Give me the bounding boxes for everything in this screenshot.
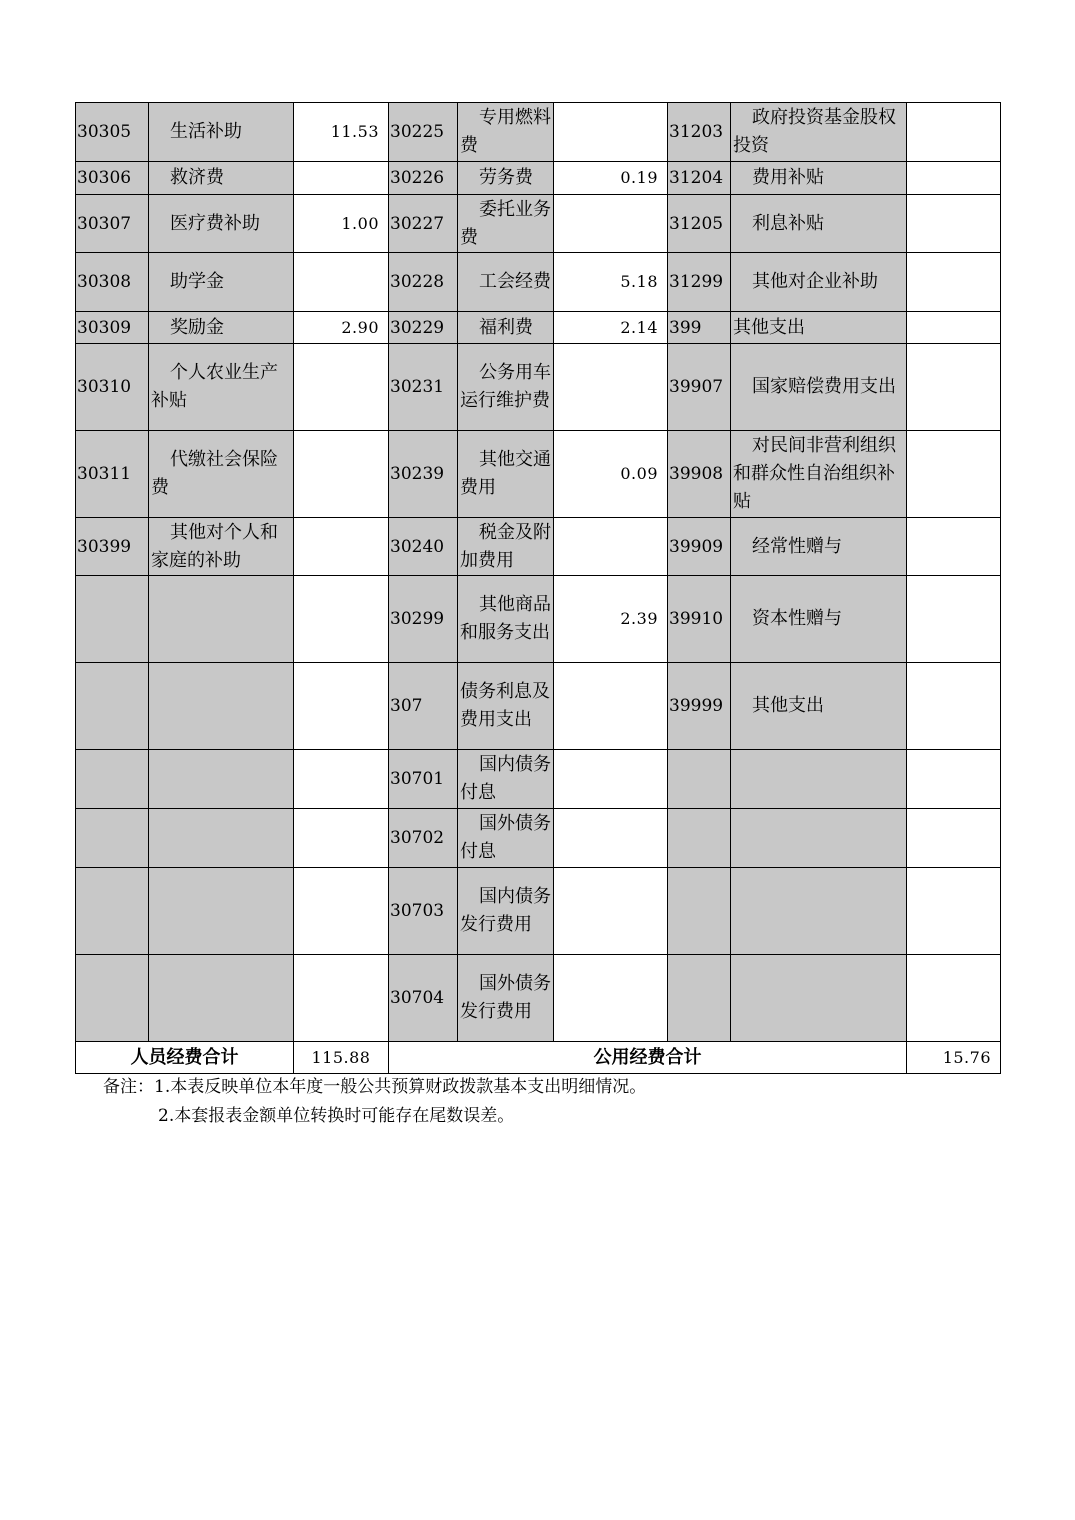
amount-cell [294, 253, 389, 312]
amount-cell [294, 344, 389, 431]
code-cell: 31203 [668, 103, 731, 162]
code-cell: 30308 [76, 253, 149, 312]
totals-row [76, 1042, 1001, 1074]
code-cell: 30305 [76, 103, 149, 162]
table-row [76, 663, 1001, 750]
name-cell: 福利费 [458, 312, 554, 344]
table-row [76, 955, 1001, 1042]
code-cell: 31205 [668, 195, 731, 253]
amount-cell: 0.09 [554, 431, 668, 518]
code-cell [76, 576, 149, 663]
code-cell [76, 955, 149, 1042]
amount-cell [294, 576, 389, 663]
table-row [76, 576, 1001, 663]
name-cell: 助学金 [149, 253, 294, 312]
amount-cell [554, 103, 668, 162]
name-cell: 资本性赠与 [731, 576, 907, 663]
name-cell: 国内债务发行费用 [458, 868, 554, 955]
amount-cell: 11.53 [294, 103, 389, 162]
code-cell: 31204 [668, 162, 731, 195]
name-cell: 对民间非营利组织和群众性自治组织补贴 [731, 431, 907, 518]
amount-cell [907, 663, 1001, 750]
table-row [76, 518, 1001, 576]
code-cell: 30307 [76, 195, 149, 253]
amount-cell [294, 868, 389, 955]
table-row [76, 809, 1001, 868]
amount-cell: 2.14 [554, 312, 668, 344]
code-cell [668, 868, 731, 955]
amount-cell: 5.18 [554, 253, 668, 312]
code-cell: 30227 [389, 195, 458, 253]
name-cell [731, 750, 907, 809]
name-cell: 专用燃料费 [458, 103, 554, 162]
code-cell [76, 663, 149, 750]
name-cell: 国家赔偿费用支出 [731, 344, 907, 431]
personnel-total-label: 人员经费合计 [76, 1042, 294, 1074]
note-line-2: 2.本套报表金额单位转换时可能存在尾数误差。 [158, 1106, 515, 1126]
name-cell: 委托业务费 [458, 195, 554, 253]
name-cell: 其他对企业补助 [731, 253, 907, 312]
amount-cell [294, 809, 389, 868]
amount-cell: 0.19 [554, 162, 668, 195]
code-cell: 39909 [668, 518, 731, 576]
amount-cell [907, 955, 1001, 1042]
table-row [76, 103, 1001, 162]
amount-cell [907, 576, 1001, 663]
public-total-label: 公用经费合计 [389, 1042, 907, 1074]
name-cell: 救济费 [149, 162, 294, 195]
amount-cell [907, 518, 1001, 576]
amount-cell [907, 253, 1001, 312]
table-row [76, 750, 1001, 809]
code-cell: 30299 [389, 576, 458, 663]
amount-cell [554, 868, 668, 955]
name-cell: 利息补贴 [731, 195, 907, 253]
amount-cell [554, 955, 668, 1042]
name-cell: 公务用车运行维护费 [458, 344, 554, 431]
code-cell: 31299 [668, 253, 731, 312]
code-cell: 30309 [76, 312, 149, 344]
table-row [76, 162, 1001, 195]
code-cell: 30228 [389, 253, 458, 312]
code-cell: 30311 [76, 431, 149, 518]
name-cell: 经常性赠与 [731, 518, 907, 576]
table-row [76, 312, 1001, 344]
amount-cell [554, 195, 668, 253]
name-cell: 生活补助 [149, 103, 294, 162]
name-cell [149, 576, 294, 663]
code-cell [668, 955, 731, 1042]
name-cell: 奖励金 [149, 312, 294, 344]
code-cell: 30399 [76, 518, 149, 576]
table-row [76, 868, 1001, 955]
name-cell [731, 955, 907, 1042]
amount-cell: 2.90 [294, 312, 389, 344]
code-cell: 30231 [389, 344, 458, 431]
amount-cell [907, 809, 1001, 868]
name-cell: 代缴社会保险费 [149, 431, 294, 518]
name-cell: 其他商品和服务支出 [458, 576, 554, 663]
amount-cell [907, 750, 1001, 809]
name-cell: 工会经费 [458, 253, 554, 312]
code-cell [668, 809, 731, 868]
code-cell: 30701 [389, 750, 458, 809]
amount-cell [907, 195, 1001, 253]
name-cell [149, 750, 294, 809]
code-cell: 39999 [668, 663, 731, 750]
name-cell: 个人农业生产补贴 [149, 344, 294, 431]
amount-cell [907, 344, 1001, 431]
code-cell: 39910 [668, 576, 731, 663]
code-cell: 307 [389, 663, 458, 750]
amount-cell [907, 312, 1001, 344]
name-cell: 其他支出 [731, 312, 907, 344]
amount-cell [907, 868, 1001, 955]
name-cell: 医疗费补助 [149, 195, 294, 253]
name-cell [149, 868, 294, 955]
code-cell [76, 868, 149, 955]
amount-cell [554, 344, 668, 431]
name-cell: 劳务费 [458, 162, 554, 195]
code-cell [76, 809, 149, 868]
code-cell: 30703 [389, 868, 458, 955]
amount-cell [294, 162, 389, 195]
code-cell: 30704 [389, 955, 458, 1042]
amount-cell: 2.39 [554, 576, 668, 663]
name-cell [149, 663, 294, 750]
name-cell [731, 868, 907, 955]
code-cell: 30225 [389, 103, 458, 162]
amount-cell [554, 663, 668, 750]
code-cell [76, 750, 149, 809]
amount-cell [294, 518, 389, 576]
amount-cell [294, 750, 389, 809]
table-row [76, 253, 1001, 312]
name-cell: 国内债务付息 [458, 750, 554, 809]
amount-cell [294, 663, 389, 750]
code-cell: 30310 [76, 344, 149, 431]
code-cell: 30239 [389, 431, 458, 518]
amount-cell [294, 431, 389, 518]
code-cell: 30226 [389, 162, 458, 195]
code-cell: 30240 [389, 518, 458, 576]
code-cell: 399 [668, 312, 731, 344]
name-cell [149, 809, 294, 868]
code-cell: 39907 [668, 344, 731, 431]
code-cell: 30306 [76, 162, 149, 195]
name-cell: 其他支出 [731, 663, 907, 750]
public-total-value: 15.76 [907, 1042, 1001, 1074]
name-cell [149, 955, 294, 1042]
code-cell [668, 750, 731, 809]
personnel-total-value: 115.88 [294, 1042, 389, 1074]
amount-cell [907, 162, 1001, 195]
amount-cell [554, 518, 668, 576]
name-cell: 债务利息及费用支出 [458, 663, 554, 750]
name-cell: 其他交通费用 [458, 431, 554, 518]
name-cell: 费用补贴 [731, 162, 907, 195]
code-cell: 30229 [389, 312, 458, 344]
table-row [76, 195, 1001, 253]
name-cell: 税金及附加费用 [458, 518, 554, 576]
amount-cell: 1.00 [294, 195, 389, 253]
amount-cell [907, 431, 1001, 518]
amount-cell [554, 750, 668, 809]
note-line-1: 备注：1.本表反映单位本年度一般公共预算财政拨款基本支出明细情况。 [103, 1077, 647, 1097]
table-row [76, 431, 1001, 518]
code-cell: 39908 [668, 431, 731, 518]
expenditure-detail-table [75, 102, 1001, 1074]
name-cell [731, 809, 907, 868]
amount-cell [907, 103, 1001, 162]
name-cell: 政府投资基金股权投资 [731, 103, 907, 162]
name-cell: 其他对个人和家庭的补助 [149, 518, 294, 576]
code-cell: 30702 [389, 809, 458, 868]
table-row [76, 344, 1001, 431]
name-cell: 国外债务发行费用 [458, 955, 554, 1042]
amount-cell [294, 955, 389, 1042]
name-cell: 国外债务付息 [458, 809, 554, 868]
amount-cell [554, 809, 668, 868]
